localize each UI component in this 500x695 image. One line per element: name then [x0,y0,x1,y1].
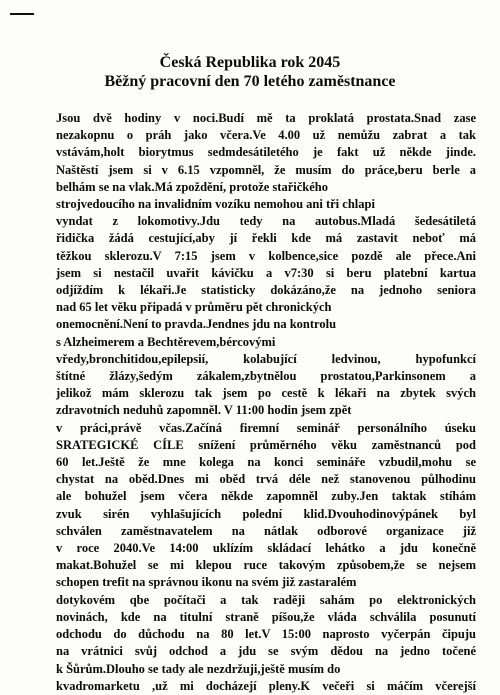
body-line: schopen trefit na správnou ikonu na svém již zastaralém [56,575,357,590]
body-line: odchodu do důchodu na 80 let.V 15:00 naprosto vyčerpán čipuju [56,627,476,642]
body-line: 60 let.Ještě že mne kolega na konci semináře vzbudil,mohu se [56,455,476,470]
body-line: vyndat z lokomotivy.Jdu tedy na autobus.Mladá šedesátiletá [56,214,476,229]
corner-dash-mark [10,13,34,15]
body-line: s Alzheimerem a Bechtěrevem,bércovými [56,334,276,349]
body-line: nad 65 let věku připadá v průměru pět chronických [56,300,332,315]
body-line: jsem si nestačil uvařit kávičku a v7:30 si beru platební kartua [56,265,476,280]
body-line: dotykovém qbe počítači a tak raději sahám po elektronických [56,592,476,607]
body-line: kvadromarketu ,už mi docházejí pleny.K večeři si máčím včerejší [56,678,476,693]
body-line: zdravotních neduhů zapomněl. V 11:00 hodin jsem zpět [56,403,352,418]
body-line: chystat na oběd.Dnes mi oběd trvá déle než stanovenou půlhodinu [56,472,476,487]
body-line: jelikož mám sklerozu tak jsem po cestě k lékaři na zbytek svých [56,386,476,401]
body-line: v práci,právě včas.Začíná firemní seminář personálního úseku [56,420,476,435]
body-line: SRATEGICKÉ CÍLE snížení průměrného věku zaměstnanců pod [56,437,476,452]
body-line: Jsou dvě hodiny v noci.Budí mě ta proklatá prostata.Snad zase [56,111,476,125]
body-line: na vrátnici svůj odchod a jdu se svým dědou na jedno točené [56,644,476,659]
page-subtitle: Běžný pracovní den 70 letého zaměstnance [104,73,396,90]
body-line: ale bohužel jsem včera někde zapomněl zuby.Jen taktak stíhám [56,489,476,504]
body-line: makat.Bohužel se mi klepou ruce takovým způsobem,že se nejsem [56,558,476,573]
body-line: odjíždím k lékaři.Je statisticky dokázáno,že na jednoho seniora [56,283,476,298]
body-line: strojvedoucího na invalidním vozíku nemohou ani tři chlapi [56,197,375,212]
body-line: schválen zaměstnavatelem na nátlak odborové organizace již [56,523,476,538]
body-line: novinách, kde na titulní straně píšou,že vláda schválila posunutí [56,609,476,624]
document-body [56,110,476,695]
body-line: k Šůrům.Dlouho se tady ale nezdržuji,ještě musím do [56,661,341,676]
body-line: těžkou sklerozu.V 7:15 jsem v kolbence,sice pozdě ale přece.Ani [56,248,476,263]
body-line: belhám se na vlak.Má zpoždění, protože stařičkého [56,179,328,194]
body-line: v roce 2040.Ve 14:00 uklízím skládací lehátko a jdu konečně [56,541,476,556]
body-line: onemocnění.Není to pravda.Jendnes jdu na kontrolu [56,317,337,332]
body-line: nezakopnu o práh jako včera.Ve 4.00 už nemůžu zabrat a tak [56,128,476,143]
body-line: zvuk sirén vyhlašujících polední klid.Dvouhodinovýpánek byl [56,506,476,521]
body-line: štítné žlázy,šedým zákalem,zbytnělou prostatou,Parkinsonem a [56,369,476,384]
page-header [0,53,500,91]
body-line: Naštěstí jsem si v 6.15 vzpomněl, že musím do práce,beru berle a [56,162,476,177]
body-line: vstávám,holt biorytmus sedmdesátiletého je fakt už někde jinde. [56,145,476,160]
body-line: řidička žádá cestující,aby jí řekli kde má zastavit neboť má [56,231,476,246]
page-title: Česká Republika rok 2045 [159,54,341,71]
body-line: vředy,bronchitidou,epilepsií, kolabující ledvinou, hypofunkcí [56,351,476,366]
